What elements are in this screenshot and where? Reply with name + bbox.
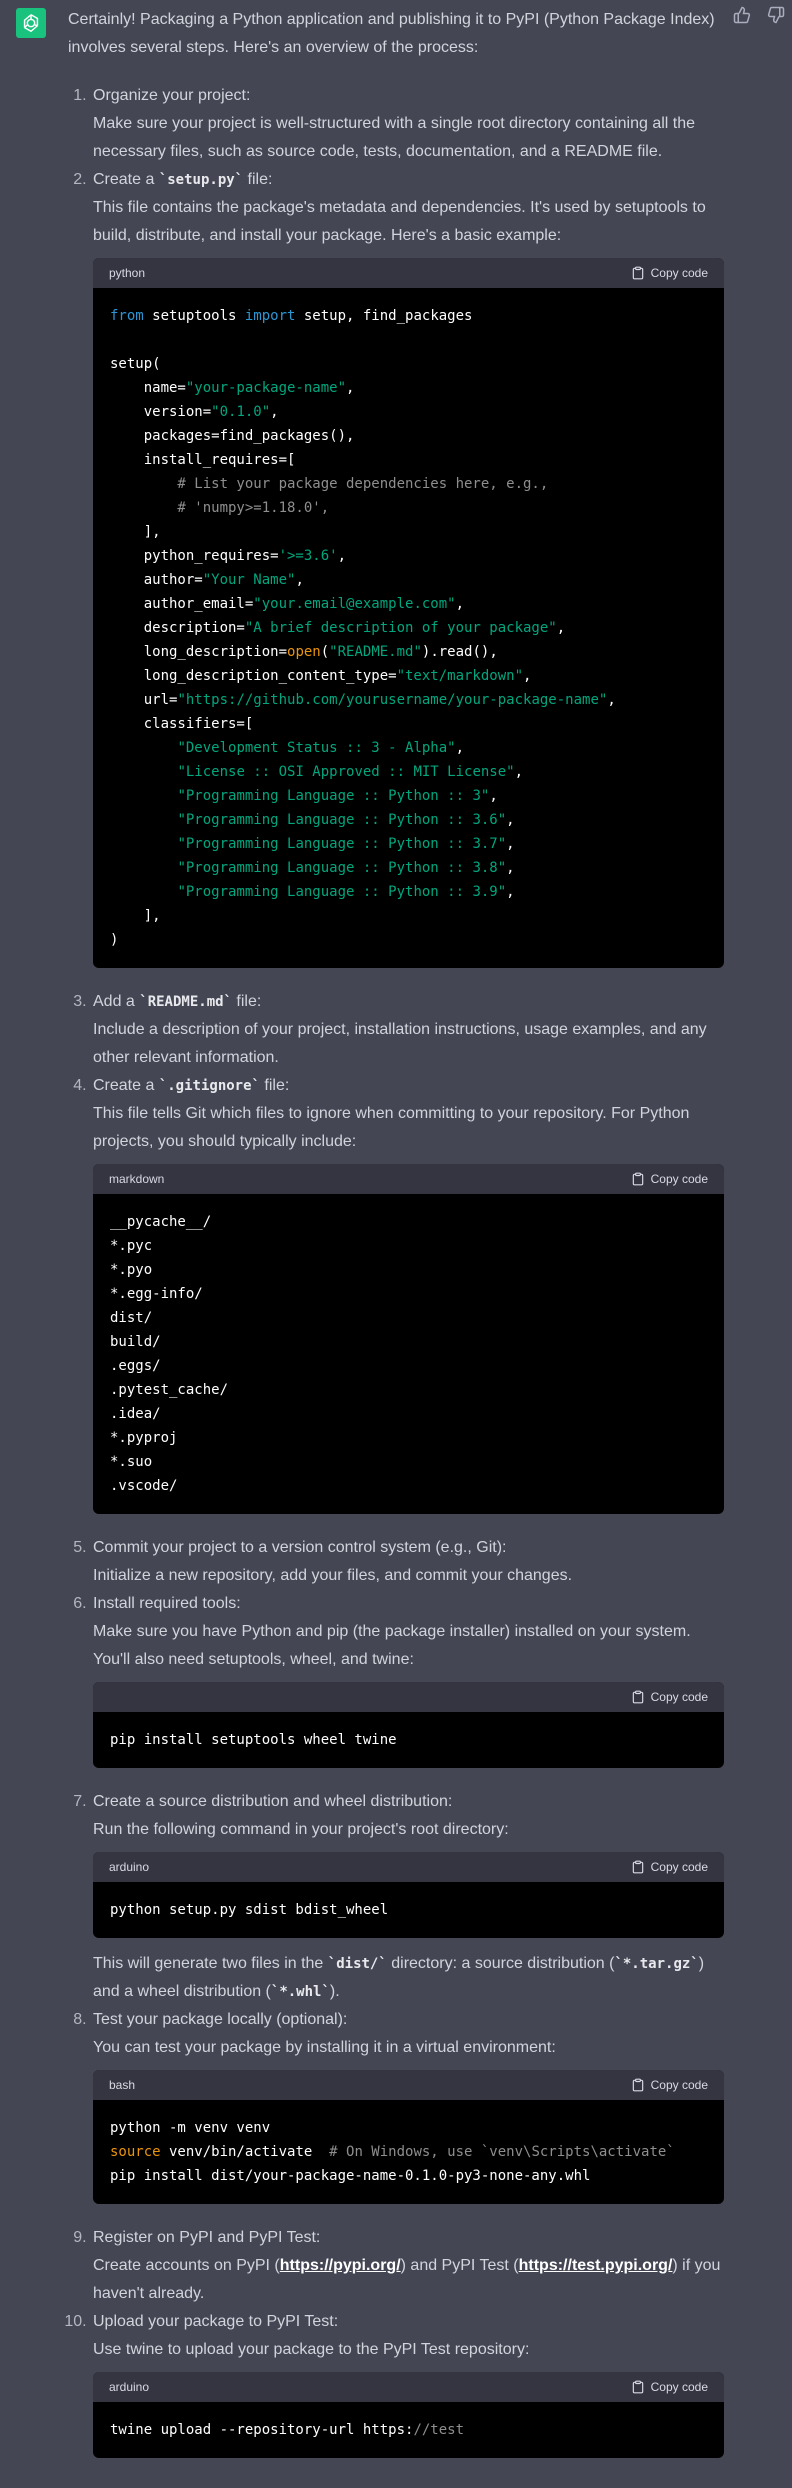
- copy-code-button[interactable]: Copy code: [631, 1164, 708, 1194]
- code-block-header: [93, 2070, 724, 2100]
- inline-code: `*.whl`: [270, 1984, 330, 2000]
- code-block-header: [93, 2372, 724, 2402]
- inline-code: `.gitignore`: [158, 1078, 260, 1094]
- list-item: [91, 1072, 728, 1534]
- inline-code: `*.tar.gz`: [614, 1956, 699, 1972]
- message-content: [68, 6, 728, 2458]
- step-desc: This file contains the package's metadata and dependencies. It's used by setuptools to build, distribute, and install your package. Here's a basic example:: [93, 199, 706, 244]
- code-language: markdown: [109, 1172, 165, 1186]
- copy-code-button[interactable]: Copy code: [631, 2372, 708, 2402]
- copy-code-button[interactable]: Copy code: [631, 258, 708, 288]
- step-note: This will generate two files in the `dist/` directory: a source distribution (`*.tar.gz`) and a wheel distribution (`*.whl`).: [93, 1955, 705, 2000]
- list-item: [91, 166, 728, 988]
- step-title: 1. Organize your project:: [93, 87, 251, 104]
- copy-code-button[interactable]: Copy code: [631, 2070, 708, 2100]
- list-item: [91, 988, 728, 1072]
- code-content: python setup.py sdist bdist_wheel: [110, 1902, 389, 1918]
- test-pypi-link[interactable]: https://test.pypi.org/: [518, 2257, 673, 2274]
- list-item: [91, 2224, 728, 2308]
- steps-list: [68, 82, 728, 2458]
- inline-code: `README.md`: [139, 994, 232, 1010]
- feedback-buttons: [733, 6, 787, 26]
- code-content: __pycache__/ *.pyc *.pyo *.egg-info/ dist/ build/ .eggs/ .pytest_cache/ .idea/ *.pyproj *.suo .vscode/: [110, 1214, 229, 1494]
- step-desc: Make sure you have Python and pip (the package installer) installed on your system. You'll also need setuptools, wheel, and twine:: [93, 1623, 691, 1668]
- clipboard-icon: [631, 1172, 645, 1186]
- copy-code-button[interactable]: Copy code: [631, 1682, 708, 1712]
- step-title: 4. Create a `.gitignore` file:: [93, 1077, 290, 1094]
- step-title: 6. Install required tools:: [93, 1595, 241, 1612]
- pypi-link[interactable]: https://pypi.org/: [279, 2257, 401, 2274]
- code-block-header: [93, 258, 724, 288]
- code-content: python -m venv venv source venv/bin/activate # On Windows, use `venv\Scripts\activate` pip install dist/your-package-name-0.1.0-py3-none-any.whl: [110, 2120, 675, 2184]
- list-item: [91, 1534, 728, 1590]
- step-title: 5. Commit your project to a version control system (e.g., Git):: [93, 1539, 507, 1556]
- step-desc: Make sure your project is well-structured with a single root directory containing all the necessary files, such as source code, tests, documentation, and a README file.: [93, 115, 696, 160]
- code-block-header: [93, 1682, 724, 1712]
- step-desc: Use twine to upload your package to the PyPI Test repository:: [93, 2341, 530, 2358]
- list-item: [91, 82, 728, 166]
- list-item: [91, 2006, 728, 2224]
- step-desc: Run the following command in your project's root directory:: [93, 1821, 509, 1838]
- code-block: [93, 2372, 724, 2458]
- step-title: 2. Create a `setup.py` file:: [93, 171, 273, 188]
- list-item: [91, 1788, 728, 2006]
- step-title: 7. Create a source distribution and wheel distribution:: [93, 1793, 453, 1810]
- clipboard-icon: [631, 1690, 645, 1704]
- code-block: [93, 1164, 724, 1514]
- code-content: from setuptools import setup, find_packages setup( name="your-package-name", version="0.1.0", packages=find_packages(), install_requires=[ # List your package dependencies here, e.g., # 'numpy>=1.18.0', ], python_requires='>=3.6', author="Your Name", author_email="your.email@example.com", description="A brief description of your package", long_description=open("README.md").read(), long_description_content_type="text/markdown", url="https://github.com/yourusername/your-package-name", classifiers=[ "Development Status :: 3 - Alpha", "License :: OSI Approved :: MIT License", "Programming Language :: Python :: 3", "Programming Language :: Python :: 3.6", "Programming Language :: Python :: 3.7", "Programming Language :: Python :: 3.8", "Programming Language :: Python :: 3.9", ], ): [110, 308, 616, 948]
- assistant-avatar: [16, 8, 46, 38]
- list-item: [91, 1590, 728, 1788]
- code-language: bash: [109, 2078, 136, 2092]
- step-desc: This file tells Git which files to ignore when committing to your repository. For Python projects, you should typically include:: [93, 1105, 690, 1150]
- step-desc: Create accounts on PyPI (https://pypi.org/) and PyPI Test (https://test.pypi.org/) if you haven't already.: [93, 2257, 721, 2302]
- inline-code: `setup.py`: [158, 172, 244, 188]
- clipboard-icon: [631, 2078, 645, 2092]
- inline-code: `dist/`: [327, 1956, 387, 1972]
- step-desc: Include a description of your project, installation instructions, usage examples, and any other relevant information.: [93, 1021, 707, 1066]
- code-block: [93, 258, 724, 968]
- code-block-header: [93, 1852, 724, 1882]
- thumbs-up-icon[interactable]: [733, 6, 753, 26]
- clipboard-icon: [631, 1860, 645, 1874]
- code-content: twine upload --repository-url https://test: [110, 2422, 465, 2438]
- thumbs-down-icon[interactable]: [767, 6, 787, 26]
- code-language: arduino: [109, 2380, 150, 2394]
- step-desc: Initialize a new repository, add your files, and commit your changes.: [93, 1567, 573, 1584]
- step-title: 10. Upload your package to PyPI Test:: [93, 2313, 339, 2330]
- copy-code-button[interactable]: Copy code: [631, 1852, 708, 1882]
- code-content: pip install setuptools wheel twine: [110, 1732, 397, 1748]
- list-item: [91, 2308, 728, 2458]
- code-block: [93, 1852, 724, 1938]
- code-block: [93, 1682, 724, 1768]
- step-desc: You can test your package by installing it in a virtual environment:: [93, 2039, 556, 2056]
- code-block: [93, 2070, 724, 2204]
- code-language: arduino: [109, 1860, 150, 1874]
- intro-text: Certainly! Packaging a Python application and publishing it to PyPI (Python Package Index) involves several steps. Here's an overview of the process:: [68, 11, 715, 56]
- openai-logo-icon: [20, 12, 42, 34]
- step-title: 9. Register on PyPI and PyPI Test:: [93, 2229, 321, 2246]
- code-block-header: [93, 1164, 724, 1194]
- step-title: 3. Add a `README.md` file:: [93, 993, 262, 1010]
- code-language: python: [109, 266, 146, 280]
- step-title: 8. Test your package locally (optional):: [93, 2011, 348, 2028]
- clipboard-icon: [631, 2380, 645, 2394]
- clipboard-icon: [631, 266, 645, 280]
